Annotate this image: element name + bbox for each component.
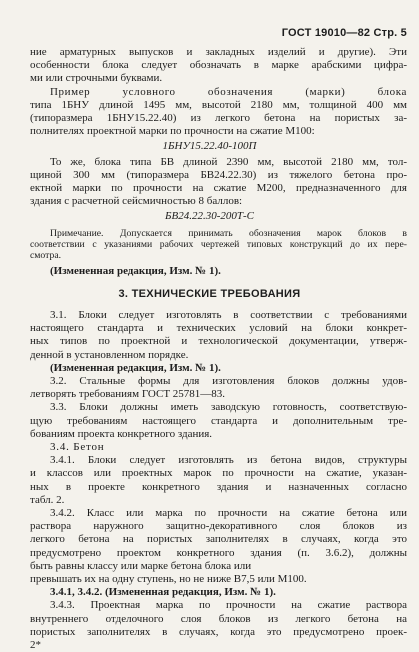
text-line: превышать их на одну ступень, но не ниже В7,5 или М100. xyxy=(30,573,307,585)
text-line: щиной 300 мм (типоразмера БВ24.22.30) из тяжелого бетона про- xyxy=(30,168,407,181)
text-line: легкого бетона на пористых заполнителях в случаях, когда это xyxy=(30,533,407,546)
text-line: настоящего стандарта и технических условий на блоки конкрет- xyxy=(30,322,407,335)
text-line: полнителях проектной марки по прочности на сжатие М100: xyxy=(30,125,315,138)
page-signature-mark: 2* xyxy=(30,639,41,651)
designation-example-1: 1БНУ15.22.40-100П xyxy=(162,140,257,153)
text-line: бованиям проекта конкретного здания. xyxy=(30,427,213,440)
text-line: 3.4.2. Класс или марка по прочности на сжатие бетона или xyxy=(50,507,407,519)
text-line: ектной марки по прочности на сжатие М200, предназначенного для xyxy=(30,182,407,194)
example-heading-line: Пример условного обозначения (марки) блока xyxy=(50,85,407,98)
text-line: 3.4.3. Проектная марка по прочности на сжатие раствора xyxy=(50,599,407,612)
text-line: 3.3. Блоки должны иметь заводскую готовность, соответствую- xyxy=(50,401,407,414)
text-line: летворять требованиям ГОСТ 25781—83. xyxy=(30,388,226,401)
text-line: быть равны классу или марке бетона блока или xyxy=(30,559,252,572)
text-line: типа 1БНУ длиной 1495 мм, высотой 2180 мм, толщиной 400 мм xyxy=(30,98,407,111)
amendment-note: (Измененная редакция, Изм. № 1). xyxy=(50,264,221,277)
text-line: внутреннего отделочного слоя блоков из легкого бетона на xyxy=(30,612,407,625)
text-line: здания с расчетной сейсмичностью 8 баллов: xyxy=(30,195,243,208)
text-line: щую требованиям настоящего стандарта и дополнительным тре- xyxy=(30,414,407,427)
page-header: ГОСТ 19010—82 Стр. 5 xyxy=(281,27,407,39)
note-line: смотра. xyxy=(30,249,62,261)
text-line: 3.1. Блоки следует изготовлять в соответствии с требованиями xyxy=(50,309,407,321)
text-line: и классов или проектных марок по прочности на сжатие, указан- xyxy=(30,467,407,480)
amendment-note: 3.4.1, 3.4.2. (Измененная редакция, Изм. № 1). xyxy=(50,586,276,599)
text-line: предусмотрено проектом конкретного здания (п. 3.6.2), должны xyxy=(30,546,407,559)
section-title: 3. ТЕХНИЧЕСКИЕ ТРЕБОВАНИЯ xyxy=(118,287,301,300)
designation-example-2: БВ24.22.30-200Т-С xyxy=(165,210,254,223)
note-line: Примечание. Допускается принимать обозначения марок блоков в xyxy=(50,227,407,239)
text-line: ных типов по проектной и технологической документации, утверж- xyxy=(30,335,407,348)
text-line: особенности блока следует обозначать в марке арабскими цифра- xyxy=(30,59,407,72)
text-line: То же, блока типа БВ длиной 2390 мм, высотой 2180 мм, тол- xyxy=(50,155,407,168)
text-line: 3.4.1. Блоки следует изготовлять из бетона видов, структуры xyxy=(50,454,407,467)
text-line: табл. 2. xyxy=(30,493,65,506)
text-line: (типоразмера 1БНУ15.22.40) из легкого бетона на пористых за- xyxy=(30,112,407,124)
text-line: ных в проекте конкретного здания и назначенных согласно xyxy=(30,480,407,493)
amendment-note: (Измененная редакция, Изм. № 1). xyxy=(50,361,221,374)
text-line: пористых заполнителях в случаях, когда это предусмотрено проек- xyxy=(30,625,407,638)
text-line: ми или строчными буквами. xyxy=(30,72,163,85)
subsection-title: 3.4. Бетон xyxy=(50,441,105,453)
text-line: раствора наружного защитно-декоративного слоя блоков из xyxy=(30,520,407,533)
text-line: ние арматурных выпусков и закладных изделий и другие). Эти xyxy=(30,46,407,58)
text-line: денной в установленном порядке. xyxy=(30,348,189,361)
text-line: 3.2. Стальные формы для изготовления блоков должны удов- xyxy=(50,375,407,387)
note-line: соответствии с указаниями рабочих чертежей типовых конструкций до их пере- xyxy=(30,238,407,250)
